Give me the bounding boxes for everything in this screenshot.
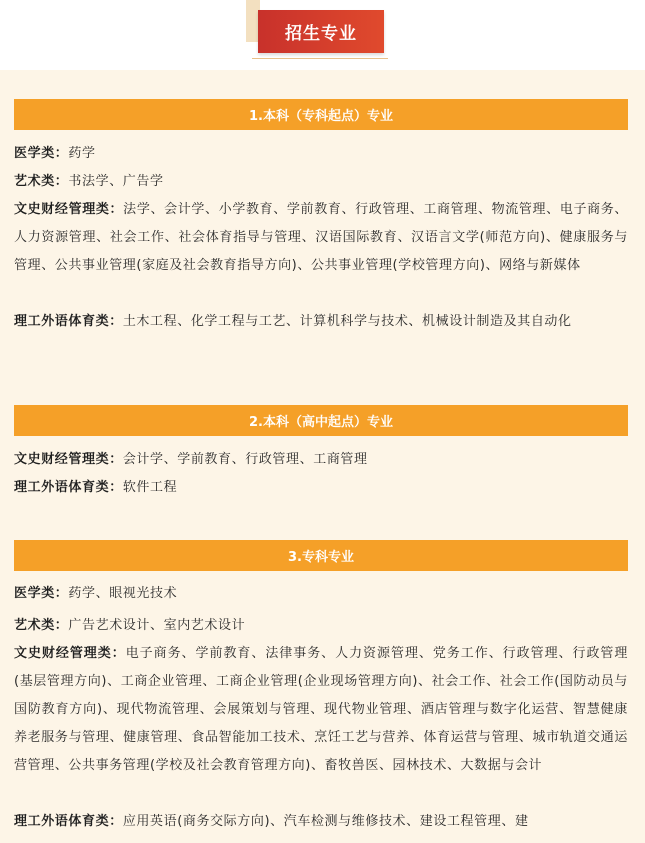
category-label: 医学类： — [14, 586, 69, 601]
majors-list: 药学 — [68, 146, 96, 161]
section-header-3: 3.专科专业 — [14, 540, 628, 571]
content-panel — [0, 70, 645, 843]
majors-list: 法学、会计学、小学教育、学前教育、行政管理、工商管理、物流管理、电子商务、人力资源管理、社会工作、社会体育指导与管理、汉语国际教育、汉语言文学(师范方向)、健康服务与管理、公共事业管理(家庭及社会教育指导方向)、公共事业管理(学校管理方向)、网络与新媒体 — [14, 202, 628, 273]
category-label: 理工外语体育类： — [14, 814, 123, 829]
majors-list: 会计学、学前教育、行政管理、工商管理 — [122, 452, 368, 467]
majors-list: 广告艺术设计、室内艺术设计 — [68, 618, 246, 633]
majors-list: 土木工程、化学工程与工艺、计算机科学与技术、机械设计制造及其自动化 — [122, 314, 572, 329]
category-label: 文史财经管理类： — [14, 452, 123, 467]
section-3-row-science — [14, 808, 628, 836]
category-label: 理工外语体育类： — [14, 480, 123, 495]
title-underline — [252, 58, 388, 59]
section-1-row-humanities — [14, 196, 628, 280]
section-1-row-science — [14, 308, 628, 336]
category-label: 艺术类： — [14, 174, 69, 189]
category-label: 文史财经管理类： — [14, 202, 124, 217]
section-2-row-humanities — [14, 446, 628, 474]
header-area — [0, 0, 645, 70]
section-header-1: 1.本科（专科起点）专业 — [14, 99, 628, 130]
section-1-row-art — [14, 168, 628, 196]
majors-list: 软件工程 — [122, 480, 178, 495]
section-3-row-medical — [14, 580, 628, 608]
majors-list: 药学、眼视光技术 — [68, 586, 178, 601]
majors-list: 书法学、广告学 — [68, 174, 164, 189]
section-1-row-medical — [14, 140, 628, 168]
category-label: 医学类： — [14, 146, 69, 161]
majors-list: 应用英语(商务交际方向)、汽车检测与维修技术、建设工程管理、建 — [122, 814, 529, 829]
section-header-2: 2.本科（高中起点）专业 — [14, 405, 628, 436]
section-2-row-science — [14, 474, 628, 502]
majors-list: 电子商务、学前教育、法律事务、人力资源管理、党务工作、行政管理、行政管理(基层管理方向)、工商企业管理、工商企业管理(企业现场管理方向)、社会工作、社会工作(国防动员与国防教育方向)、现代物流管理、会展策划与管理、现代物业管理、酒店管理与数字化运营、智慧健康养老服务与管理、健康管理、食品智能加工技术、烹饪工艺与营养、体育运营与管理、城市轨道交通运营管理、公共事务管理(学校及社会教育管理方向)、畜牧兽医、园林技术、大数据与会计 — [14, 646, 628, 773]
category-label: 艺术类： — [14, 618, 69, 633]
category-label: 文史财经管理类： — [14, 646, 126, 661]
category-label: 理工外语体育类： — [14, 314, 123, 329]
page-title: 招生专业 — [258, 10, 384, 53]
section-3-row-art — [14, 612, 628, 640]
section-3-row-humanities — [14, 640, 628, 780]
